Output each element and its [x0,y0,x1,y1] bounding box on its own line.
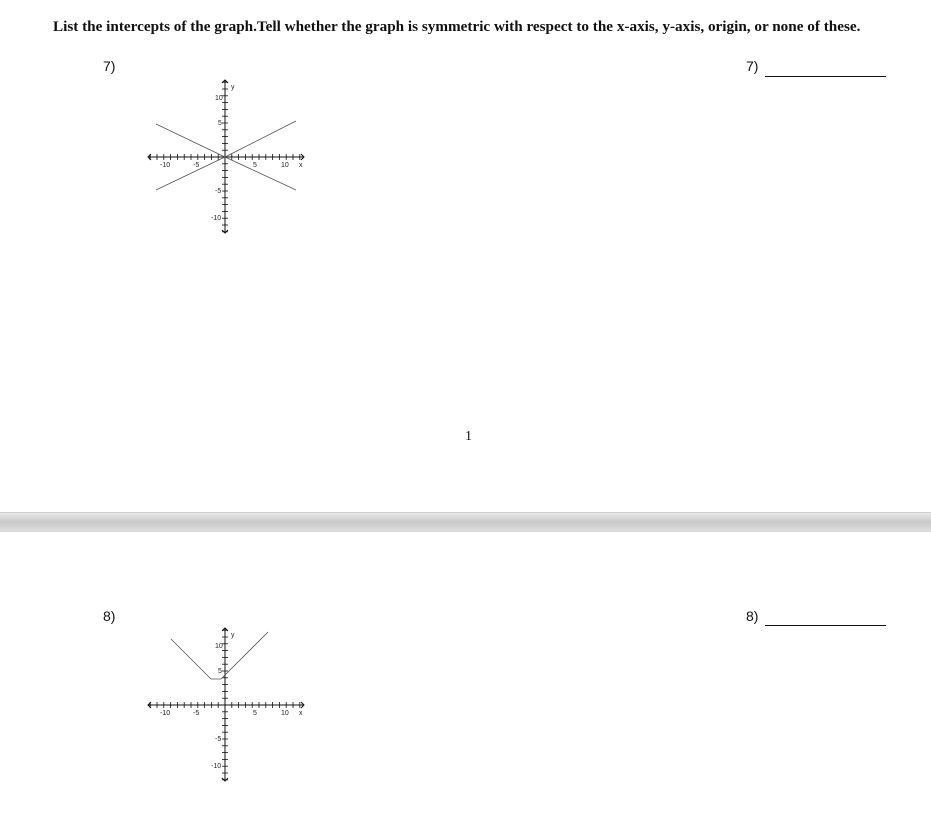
graph-7-curve-upper [156,121,296,157]
x-tick-label-10: 10 [281,162,289,169]
page-number: 1 [465,429,472,444]
x-tick-label-neg5: -5 [193,710,200,717]
y-axis-label: y [231,84,235,91]
x-tick-label-neg10: -10 [160,162,171,169]
worksheet-page-2 [0,532,931,817]
problem-7-graph [146,75,306,235]
problem-7-answer-number: 7) [746,58,759,74]
problem-8-graph [146,623,306,783]
y-tick-label-5: 5 [218,668,222,675]
instructions: List the intercepts of the graph.Tell whether the graph is symmetric with respect to the x-axis, y-axis, origin, or none of these. [53,18,861,35]
problem-8-number: 8) [103,608,116,624]
x-tick-label-10: 10 [281,710,289,717]
x-tick-label-neg10: -10 [160,710,171,717]
x-tick-label-5: 5 [253,710,257,717]
graph-7-curve-lower [156,157,296,190]
y-tick-label-neg5: -5 [215,736,222,743]
y-tick-label-neg10: -10 [211,763,222,770]
x-tick-label-neg5: -5 [193,162,200,169]
x-tick-label-5: 5 [253,162,257,169]
y-tick-label-10: 10 [215,643,223,650]
page-separator [0,512,931,532]
x-axis-label: x [299,162,303,169]
y-tick-label-neg10: -10 [211,215,222,222]
y-axis-label: y [231,632,235,639]
x-axis-label: x [299,710,303,717]
y-tick-label-neg5: -5 [215,188,222,195]
y-tick-label-10: 10 [215,95,223,102]
problem-7-answer-line[interactable] [765,76,886,77]
problem-8-answer-number: 8) [746,608,759,624]
y-tick-label-5: 5 [218,120,222,127]
problem-7-number: 7) [103,58,116,74]
problem-8-answer-line[interactable] [765,625,886,626]
